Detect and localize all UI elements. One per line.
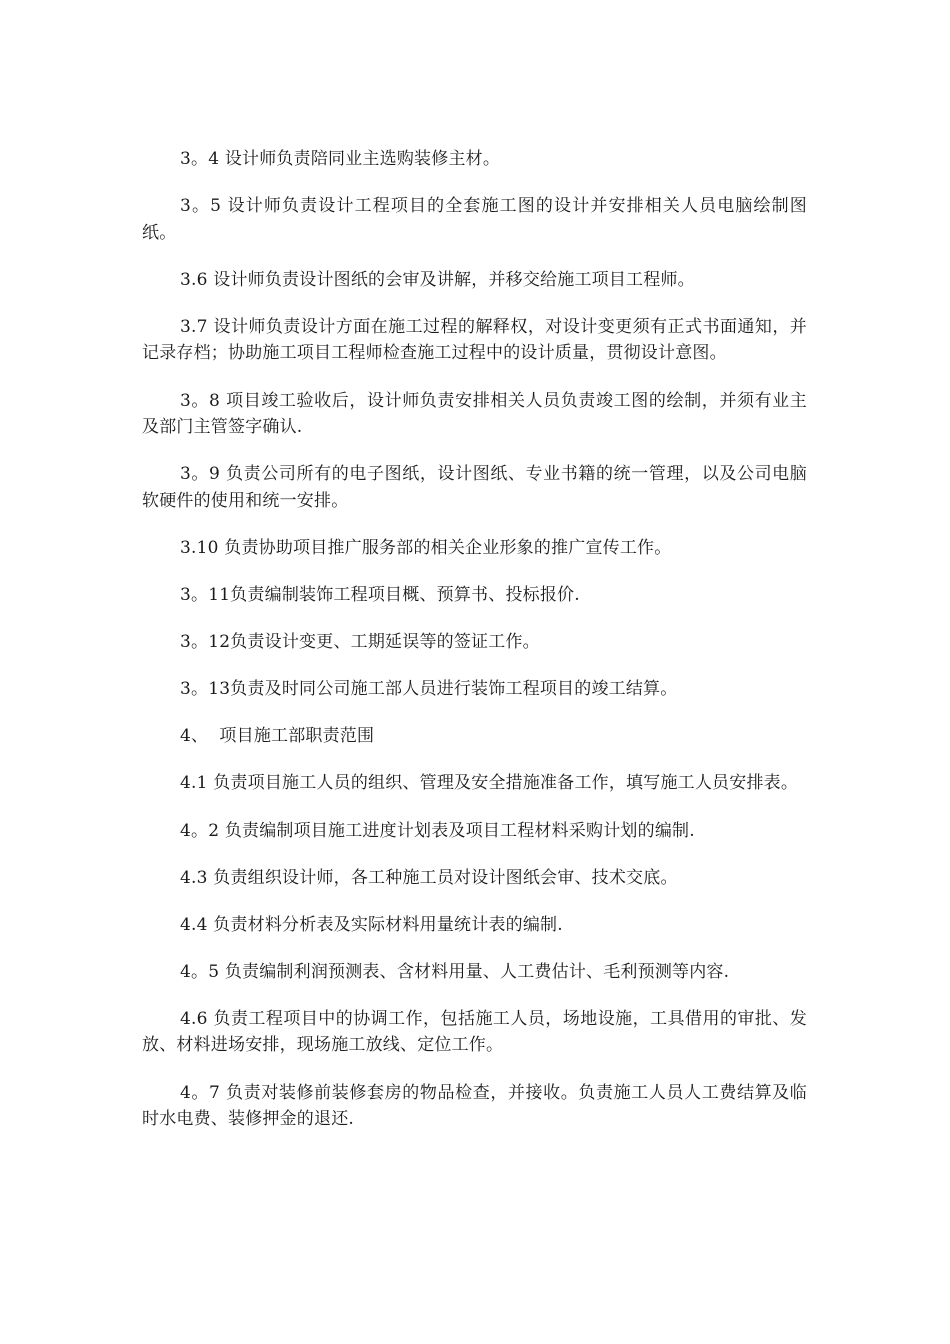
paragraph-4-1: 4.1 负责项目施工人员的组织、管理及安全措施准备工作，填写施工人员安排表。 <box>180 773 799 794</box>
paragraph-4-3: 4.3 负责组织设计师，各工种施工员对设计图纸会审、技术交底。 <box>180 867 678 888</box>
document-body <box>142 146 807 1153</box>
section-heading-4: 4、 项目施工部职责范围 <box>180 726 375 747</box>
paragraph-3-5: 3。5 设计师负责设计工程项目的全套施工图的设计并安排相关人员电脑绘制图纸。 <box>142 196 807 243</box>
paragraph-4-5: 4。5 负责编制利润预测表、含材料用量、人工费估计、毛利预测等内容. <box>180 961 730 982</box>
paragraph-4-4: 4.4 负责材料分析表及实际材料用量统计表的编制. <box>180 914 563 935</box>
paragraph-3-12: 3。12负责设计变更、工期延误等的签证工作。 <box>180 632 540 653</box>
paragraph-3-9: 3。9 负责公司所有的电子图纸，设计图纸、专业书籍的统一管理，以及公司电脑软硬件的使用和统一安排。 <box>142 464 807 511</box>
paragraph-3-4: 3。4 设计师负责陪同业主选购装修主材。 <box>180 149 501 169</box>
paragraph-3-13: 3。13负责及时同公司施工部人员进行装饰工程项目的竣工结算。 <box>180 679 678 700</box>
paragraph-3-8: 3。8 项目竣工验收后，设计师负责安排相关人员负责竣工图的绘制，并须有业主及部门主管签字确认. <box>142 390 807 438</box>
paragraph-4-6: 4.6 负责工程项目中的协调工作，包括施工人员，场地设施，工具借用的审批、发放、材料进场安排，现场施工放线、定位工作。 <box>142 1008 807 1056</box>
paragraph-4-7: 4。7 负责对装修前装修套房的物品检查，并接收。负责施工人员人工费结算及临时水电费、装修押金的退还. <box>142 1082 807 1130</box>
paragraph-3-11: 3。11负责编制装饰工程项目概、预算书、投标报价. <box>180 585 580 606</box>
paragraph-3-6: 3.6 设计师负责设计图纸的会审及讲解，并移交给施工项目工程师。 <box>180 269 695 290</box>
paragraph-4-2: 4。2 负责编制项目施工进度计划表及项目工程材料采购计划的编制. <box>180 820 695 841</box>
paragraph-3-10: 3.10 负责协助项目推广服务部的相关企业形象的推广宣传工作。 <box>180 537 672 558</box>
paragraph-3-7: 3.7 设计师负责设计方面在施工过程的解释权，对设计变更须有正式书面通知，并记录存档；协助施工项目工程师检查施工过程中的设计质量，贯彻设计意图。 <box>142 316 807 364</box>
